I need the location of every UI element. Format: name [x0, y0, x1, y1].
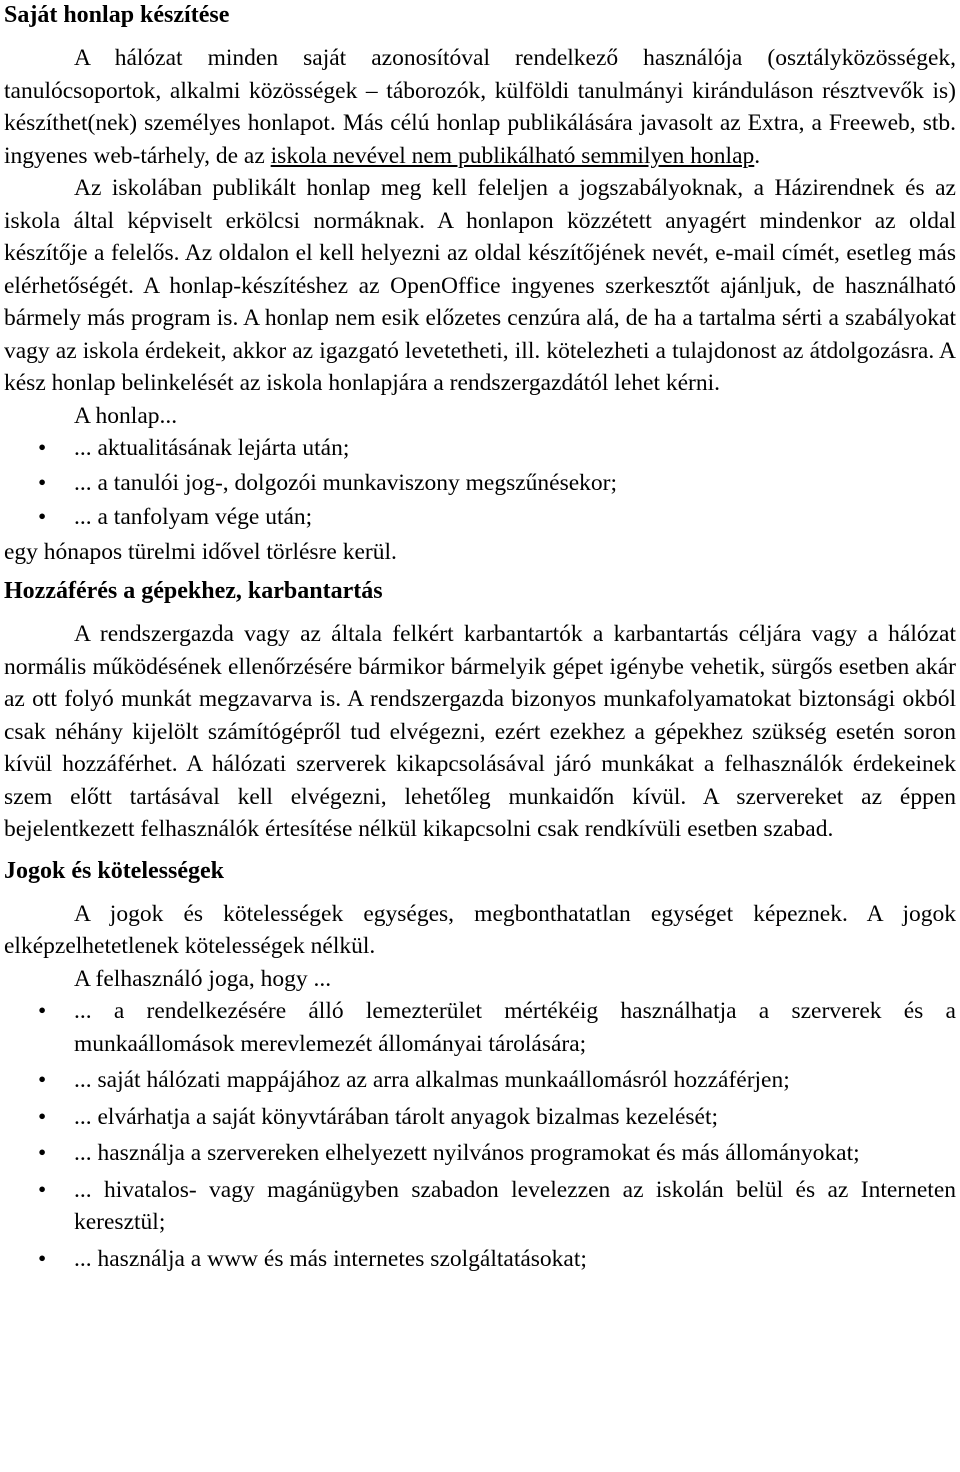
list-item-text: ... aktualitásának lejárta után; — [74, 435, 350, 461]
bullet-icon: • — [38, 1103, 47, 1130]
list-item — [4, 995, 956, 1060]
paragraph-honlap-intro — [4, 42, 956, 172]
paragraph-text: . — [754, 142, 761, 169]
heading-jogok: Jogok és kötelességek — [4, 857, 224, 884]
list-item — [4, 1243, 956, 1276]
list-item — [4, 1101, 956, 1134]
bullet-icon: • — [38, 1245, 47, 1272]
list-item-text: ... a rendelkezésére álló lemezterület mértékéig használhatja a szerverek és a munkaállomások merevlemezét állományai tárolására; — [74, 998, 956, 1057]
list-item-text: ... hivatalos- vagy magánügyben szabadon levelezzen az iskolán belül és az Interneten keresztül; — [74, 1176, 956, 1235]
heading-hozzaferes: Hozzáférés a gépekhez, karbantartás — [4, 578, 383, 604]
list-item-text: ... saját hálózati mappájához az arra alkalmas munkaállomásról hozzáférjen; — [74, 1067, 790, 1093]
bullet-icon: • — [38, 1176, 47, 1203]
list-item-text: ... használja a szervereken elhelyezett nyilvános programokat és más állományokat; — [74, 1140, 860, 1166]
list-item-text: ... a tanulói jog-, dolgozói munkaviszony megszűnésekor; — [74, 469, 618, 496]
list-item-text: ... elvárhatja a saját könyvtárában tárolt anyagok bizalmas kezelését; — [74, 1103, 719, 1130]
bullet-icon: • — [38, 435, 47, 461]
list-item — [4, 467, 956, 500]
underlined-text: iskola nevével nem publikálható semmilyen honlap — [270, 142, 755, 169]
list-honlap-conditions — [4, 432, 956, 534]
list-item — [4, 501, 956, 534]
paragraph-honlap-rules: Az iskolában publikált honlap meg kell feleljen a jogszabályoknak, a Házirendnek és az iskola által képviselt erkölcsi normáknak. A honlapon közzétett anyagért mindenkor az oldal készítője a felelős. Az oldalon el kell helyezni az oldal készítőjének nevét, e-mail címét, esetleg más elérhetőségét. A honlap-készítéshez az OpenOffice ingyenes szerkesztőt ajánljuk, de használható bármely más program is. A honlap nem esik előzetes cenzúra alá, de ha a tartalma sérti a szabályokat vagy az iskola érdekeit, akkor az igazgató levetetheti, ill. kötelezheti a tulajdonost az átdolgozásra. A kész honlap belinkelését az iskola honlapjára a rendszergazdától lehet kérni. — [4, 175, 956, 396]
bullet-icon: • — [38, 1140, 47, 1166]
list-intro-jogok: A felhasználó joga, hogy ... — [74, 965, 332, 992]
paragraph-hozzaferes: A rendszergazda vagy az általa felkért karbantartók a karbantartás céljára vagy a hálózat normális működésének ellenőrzésére bármikor bármelyik gépet igénybe vehetik, sürgős esetben akár az ott folyó munkát megzavarva is. A rendszergazda bizonyos munkafolyamatokat biztonsági okból csak néhány kijelölt számítógépről tud elvégezni, ezért ezekhez a gépekhez szükség esetén soron kívül hozzáférhet. A hálózati szerverek kikapcsolásával járó munkákat a felhasználók érdekeinek szem előtt tartásával kell elvégezni, lehetőleg munkaidőn kívül. A szervereket az éppen bejelentkezett felhasználók értesítése nélkül kikapcsolni csak rendkívüli esetben szabad. — [4, 621, 956, 842]
bullet-icon: • — [38, 504, 47, 530]
list-intro-honlap: A honlap... — [74, 402, 178, 429]
bullet-icon: • — [38, 998, 47, 1024]
list-item — [4, 1137, 956, 1170]
list-item — [4, 432, 956, 465]
bullet-icon: • — [38, 1067, 47, 1093]
paragraph-text: A hálózat minden saját azonosítóval rendelkező használója (osztályközösségek, tanulócsoportok, alkalmi közösségek – táborozók, külföldi tanulmányi kiránduláson résztvevők is) készíthet(nek) személyes honlapot. Más célú honlap publikálására javasolt az Extra, a Freeweb, stb. ingyenes web-tárhely, de az — [4, 45, 956, 169]
list-item-text: ... használja a www és más internetes szolgáltatásokat; — [74, 1245, 587, 1272]
list-item — [4, 1064, 956, 1097]
list-jogok — [4, 995, 956, 1275]
list-item — [4, 1174, 956, 1239]
paragraph-jogok: A jogok és kötelességek egységes, megbonthatatlan egységet képeznek. A jogok elképzelhetetlenek kötelességek nélkül. — [4, 900, 956, 959]
heading-sajat-honlap: Saját honlap készítése — [4, 2, 230, 28]
bullet-icon: • — [38, 469, 47, 496]
paragraph-honlap-closing: egy hónapos türelmi idővel törlésre kerül. — [4, 538, 397, 565]
list-item-text: ... a tanfolyam vége után; — [74, 504, 313, 530]
